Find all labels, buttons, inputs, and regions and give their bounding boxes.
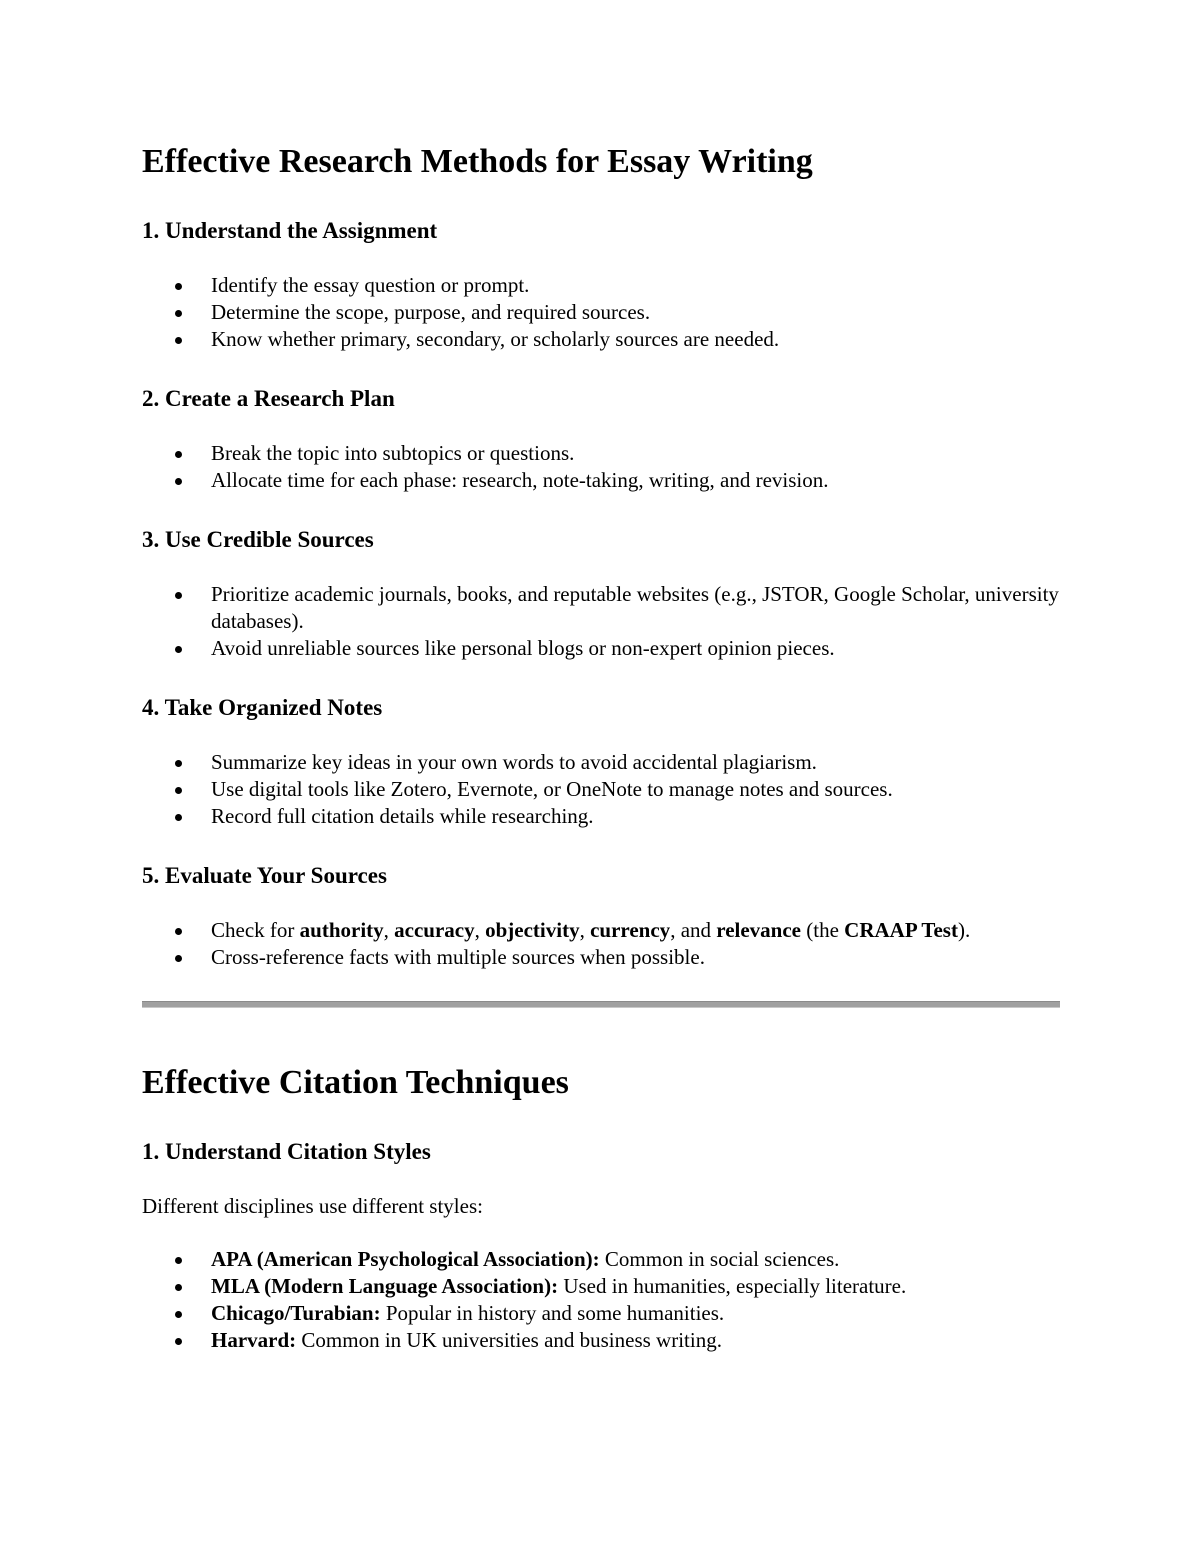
list-item bbox=[142, 776, 1060, 803]
bullet-icon bbox=[175, 1311, 182, 1318]
bullet-icon bbox=[175, 337, 182, 344]
list-item-text: Identify the essay question or prompt. bbox=[211, 273, 530, 297]
list-item bbox=[142, 467, 1060, 494]
section-heading-credible-sources: 3. Use Credible Sources bbox=[142, 527, 374, 552]
list-item-text: Summarize key ideas in your own words to avoid accidental plagiarism. bbox=[211, 750, 817, 774]
list-item bbox=[142, 581, 1060, 635]
citation-styles-list bbox=[142, 1246, 1060, 1354]
bullet-icon bbox=[175, 283, 182, 290]
bullet-icon bbox=[175, 451, 182, 458]
citation-style-harvard bbox=[142, 1327, 1060, 1354]
horizontal-rule-divider bbox=[142, 1001, 1060, 1008]
bullet-icon bbox=[175, 928, 182, 935]
list-item-text: Prioritize academic journals, books, and reputable websites (e.g., JSTOR, Google Scholar, university databases). bbox=[211, 582, 1059, 633]
citation-style-apa bbox=[142, 1246, 1060, 1273]
bullet-icon bbox=[175, 760, 182, 767]
citation-intro-text: Different disciplines use different styles: bbox=[142, 1194, 483, 1218]
list-item-text: Allocate time for each phase: research, note-taking, writing, and revision. bbox=[211, 468, 829, 492]
bullet-icon bbox=[175, 787, 182, 794]
list-item bbox=[142, 803, 1060, 830]
term-currency: currency bbox=[590, 918, 671, 942]
section-heading-evaluate-sources: 5. Evaluate Your Sources bbox=[142, 863, 387, 888]
list-item bbox=[142, 326, 1060, 353]
citation-style-mla bbox=[142, 1273, 1060, 1300]
list-item bbox=[142, 440, 1060, 467]
style-description: Used in humanities, especially literature. bbox=[558, 1274, 907, 1298]
bullet-icon bbox=[175, 478, 182, 485]
list-item bbox=[142, 749, 1060, 776]
list-item-text: Know whether primary, secondary, or scholarly sources are needed. bbox=[211, 327, 780, 351]
list-item-text: Break the topic into subtopics or questions. bbox=[211, 441, 575, 465]
style-name: APA (American Psychological Association): bbox=[211, 1247, 600, 1271]
style-name: MLA (Modern Language Association): bbox=[211, 1274, 559, 1298]
document-body bbox=[142, 140, 1060, 1354]
bullet-icon bbox=[175, 1338, 182, 1345]
list-item-text: Check for authority, accuracy, objectivity, currency, and relevance (the CRAAP Test). bbox=[211, 918, 971, 942]
bullet-icon bbox=[175, 1257, 182, 1264]
bullet-list bbox=[142, 917, 1060, 971]
bullet-icon bbox=[175, 646, 182, 653]
section-heading-organized-notes: 4. Take Organized Notes bbox=[142, 695, 383, 720]
term-accuracy: accuracy bbox=[394, 918, 475, 942]
bullet-list bbox=[142, 440, 1060, 494]
term-authority: authority bbox=[299, 918, 384, 942]
list-item bbox=[142, 272, 1060, 299]
style-name: Harvard: bbox=[211, 1328, 297, 1352]
list-item-text: Use digital tools like Zotero, Evernote, or OneNote to manage notes and sources. bbox=[211, 777, 893, 801]
bullet-icon bbox=[175, 592, 182, 599]
bullet-icon bbox=[175, 310, 182, 317]
list-item-text: Record full citation details while researching. bbox=[211, 804, 594, 828]
list-item-craap bbox=[142, 917, 1060, 944]
bullet-list bbox=[142, 749, 1060, 830]
citation-title: Effective Citation Techniques bbox=[142, 1064, 569, 1101]
term-relevance: relevance bbox=[716, 918, 802, 942]
bullet-icon bbox=[175, 814, 182, 821]
section-heading-citation-styles: 1. Understand Citation Styles bbox=[142, 1139, 431, 1164]
research-title: Effective Research Methods for Essay Writing bbox=[142, 143, 813, 180]
list-item bbox=[142, 299, 1060, 326]
term-craap-test: CRAAP Test bbox=[844, 918, 958, 942]
style-description: Common in social sciences. bbox=[599, 1247, 840, 1271]
bullet-list bbox=[142, 272, 1060, 353]
style-description: Common in UK universities and business writing. bbox=[296, 1328, 722, 1352]
list-item bbox=[142, 635, 1060, 662]
bullet-icon bbox=[175, 1284, 182, 1291]
style-description: Popular in history and some humanities. bbox=[380, 1301, 725, 1325]
section-heading-research-plan: 2. Create a Research Plan bbox=[142, 386, 395, 411]
list-item-text: Cross-reference facts with multiple sources when possible. bbox=[211, 945, 705, 969]
bullet-list bbox=[142, 581, 1060, 662]
style-name: Chicago/Turabian: bbox=[211, 1301, 381, 1325]
bullet-icon bbox=[175, 955, 182, 962]
section-heading-understand-assignment: 1. Understand the Assignment bbox=[142, 218, 438, 243]
citation-style-chicago bbox=[142, 1300, 1060, 1327]
list-item bbox=[142, 944, 1060, 971]
term-objectivity: objectivity bbox=[485, 918, 580, 942]
list-item-text: Avoid unreliable sources like personal blogs or non-expert opinion pieces. bbox=[211, 636, 835, 660]
list-item-text: Determine the scope, purpose, and required sources. bbox=[211, 300, 651, 324]
